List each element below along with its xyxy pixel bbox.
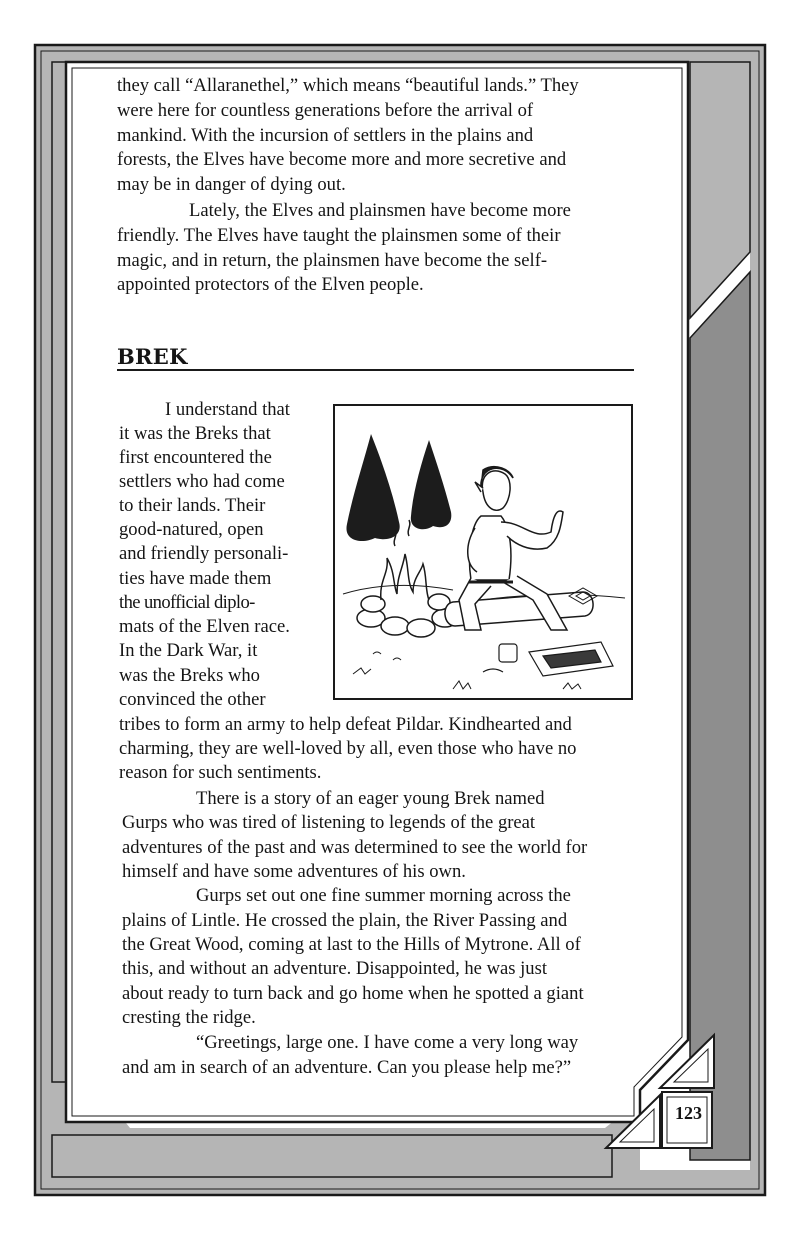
- intro-line: friendly. The Elves have taught the plainsmen some of their: [117, 225, 561, 246]
- frame-bottom-bar: [52, 1135, 612, 1177]
- body-line: this, and without an adventure. Disappointed, he was just: [122, 958, 547, 979]
- intro-line: forests, the Elves have become more and more secretive and: [117, 149, 567, 170]
- body-line: adventures of the past and was determined to see the world for: [122, 837, 588, 858]
- body-line: himself and have some adventures of his own.: [122, 861, 466, 882]
- heading-rule: [117, 369, 634, 371]
- elf-campfire-illustration: [333, 404, 633, 700]
- frame-right-panel: [690, 272, 750, 1160]
- body-line: I understand that: [165, 399, 290, 420]
- body-line: tribes to form an army to help defeat Pildar. Kindhearted and: [119, 714, 572, 735]
- body-line: reason for such sentiments.: [119, 762, 322, 783]
- body-line: the unofficial diplo-: [119, 592, 255, 613]
- body-line: about ready to turn back and go home when he spotted a giant: [122, 983, 584, 1004]
- body-line: ties have made them: [119, 568, 272, 589]
- frame-top-right-panel: [690, 62, 750, 318]
- intro-line: were here for countless generations before the arrival of: [117, 100, 534, 121]
- body-line: mats of the Elven race.: [119, 616, 290, 637]
- body-line: Gurps who was tired of listening to legends of the great: [122, 812, 536, 833]
- body-line: cresting the ridge.: [122, 1007, 256, 1028]
- body-line: good-natured, open: [119, 519, 264, 540]
- body-line: “Greetings, large one. I have come a very long way: [196, 1032, 579, 1053]
- body-line: charming, they are well-loved by all, even those who have no: [119, 738, 577, 759]
- intro-line: magic, and in return, the plainsmen have become the self-: [117, 250, 548, 271]
- body-line: convinced the other: [119, 689, 266, 710]
- body-line: first encountered the: [119, 447, 272, 468]
- body-line: plains of Lintle. He crossed the plain, the River Passing and: [122, 910, 568, 931]
- intro-line: appointed protectors of the Elven people.: [117, 274, 424, 295]
- body-line: In the Dark War, it: [119, 640, 258, 661]
- body-line: and friendly personali-: [119, 543, 289, 564]
- section-heading: BREK: [117, 344, 188, 369]
- page-number: 123: [675, 1103, 702, 1123]
- intro-line: Lately, the Elves and plainsmen have become more: [189, 200, 571, 221]
- intro-line: mankind. With the incursion of settlers in the plains and: [117, 125, 534, 146]
- body-line: There is a story of an eager young Brek named: [196, 788, 545, 809]
- body-line: it was the Breks that: [119, 423, 271, 444]
- body-line: to their lands. Their: [119, 495, 266, 516]
- body-line: was the Breks who: [119, 665, 260, 686]
- body-line: and am in search of an adventure. Can you please help me?”: [122, 1057, 572, 1078]
- intro-line: may be in danger of dying out.: [117, 174, 346, 195]
- body-line: settlers who had come: [119, 471, 285, 492]
- body-line: the Great Wood, coming at last to the Hills of Mytrone. All of: [122, 934, 581, 955]
- body-line: Gurps set out one fine summer morning across the: [196, 885, 571, 906]
- intro-line: they call “Allaranethel,” which means “beautiful lands.” They: [117, 75, 579, 96]
